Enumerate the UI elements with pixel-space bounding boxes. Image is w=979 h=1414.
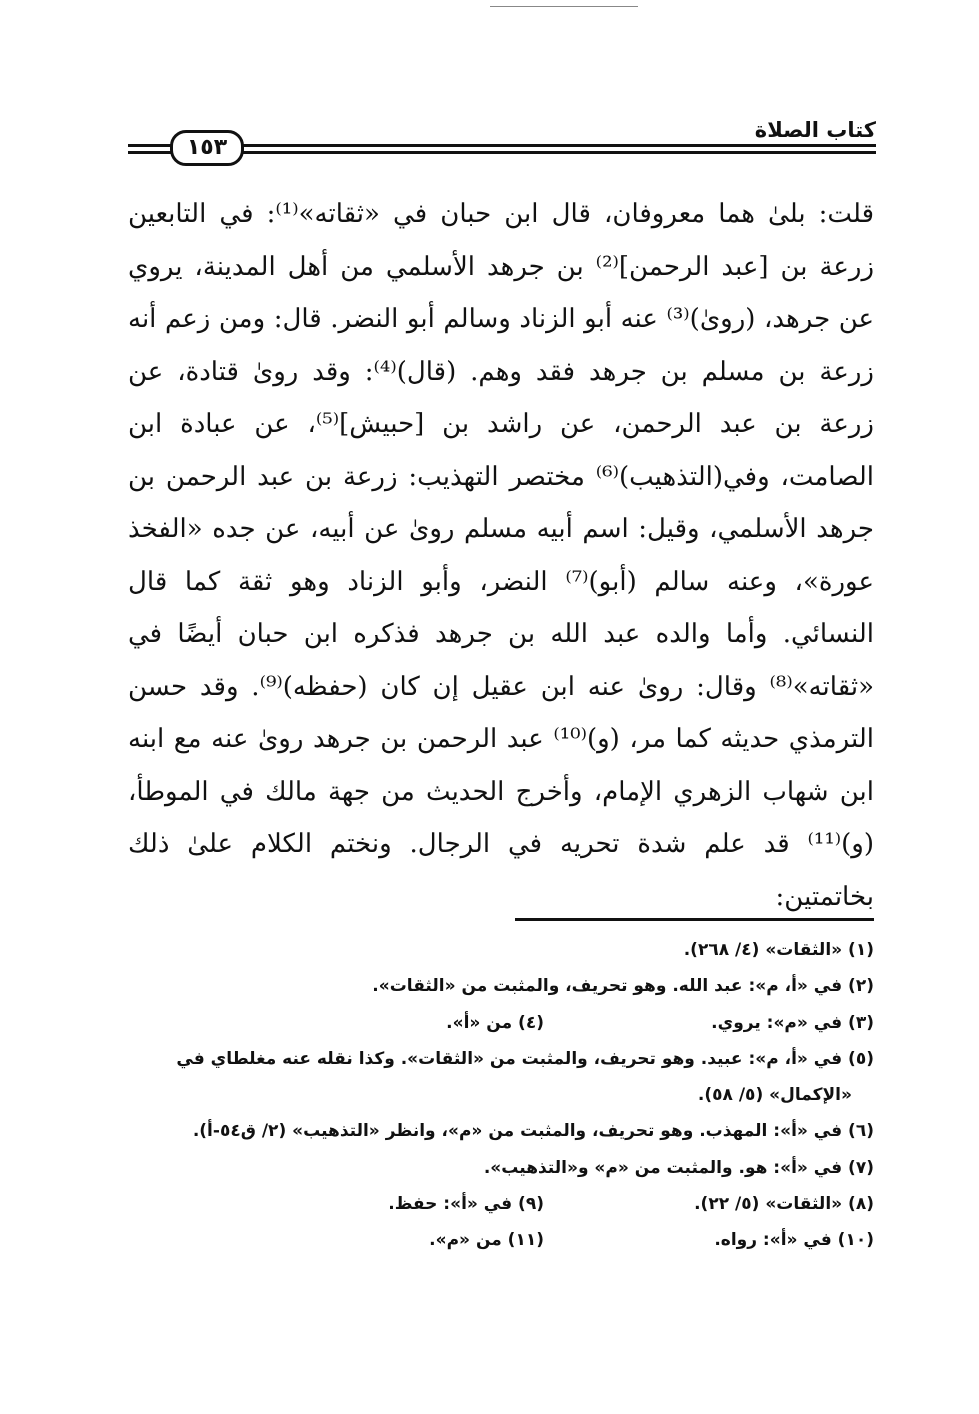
footnotes bbox=[128, 932, 874, 1259]
footnote-2: (٢) في «أ، م»: عبد الله. وهو تحريف، والمثبت من «الثقات». bbox=[372, 976, 874, 997]
page-header bbox=[128, 118, 876, 158]
footnote-row-10-11 bbox=[128, 1222, 874, 1258]
footnote-4: (٤) من «أ». bbox=[446, 1012, 544, 1033]
header-rule-left-bottom bbox=[128, 151, 172, 154]
footnote-separator bbox=[515, 918, 874, 921]
footnote-5: (٥) في «أ، م»: عبيد. وهو تحريف، والمثبت من «الثقات». وكذا نقله عنه مغلطاي في bbox=[176, 1048, 874, 1069]
top-edge-rule bbox=[490, 6, 638, 7]
header-rule-bottom bbox=[234, 151, 876, 154]
footnote-8: (٨) «الثقات» (٥/ ٢٢). bbox=[694, 1194, 874, 1215]
header-rule-left-top bbox=[128, 144, 172, 147]
footnote-row-8-9 bbox=[128, 1186, 874, 1222]
footnote-row-3-4 bbox=[128, 1005, 874, 1041]
footnote-11: (١١) من «م». bbox=[429, 1230, 544, 1251]
header-rule-top bbox=[234, 144, 876, 147]
main-text bbox=[128, 188, 874, 923]
footnote-7: (٧) في «أ»: هو. والمثبت من «م» و«التذهيب». bbox=[483, 1157, 874, 1178]
footnote-9: (٩) في «أ»: حفظ. bbox=[388, 1194, 544, 1215]
body-paragraph: قلت: بلىٰ هما معروفان، قال ابن حبان في «ثقاته»⁽¹⁾: في التابعين زرعة بن [عبد الرحمن]⁽²⁾ بن جرهد الأسلمي من أهل المدينة، يروي عن جرهد، (روىٰ)⁽³⁾ عنه أبو الزناد وسالم أبو النضر. قال: ومن زعم أنه زرعة بن مسلم بن جرهد فقد وهم. (قال)⁽⁴⁾: وقد روىٰ قتادة، عن زرعة بن عبد الرحمن، عن راشد بن [حبيش]⁽⁵⁾، عن عبادة ابن الصامت، وفي(التذهيب)⁽⁶⁾ مختصر التهذيب: زرعة بن عبد الرحمن بن جرهد الأسلمي، وقيل: اسم أبيه مسلم روىٰ عن أبيه، عن جده «الفخذ عورة»، وعنه سالم (أبو)⁽⁷⁾ النضر، وأبو الزناد وهو ثقة كما قال النسائي. وأما والده عبد الله بن جرهد فذكره ابن حبان أيضًا في «ثقاته»⁽⁸⁾ وقال: روىٰ عنه ابن عقيل إن كان (حفظه)⁽⁹⁾. وقد حسن الترمذي حديثه كما مر، (و)⁽¹⁰⁾ عبد الرحمن بن جرهد روىٰ عنه مع ابنه ابن شهاب الزهري الإمام، وأخرج الحديث من جهة مالك في الموطأ، (و)⁽¹¹⁾ قد علم شدة تحريه في الرجال. ونختم الكلام علىٰ ذلك بخاتمتين: bbox=[128, 199, 875, 912]
footnote-1: (١) «الثقات» (٤/ ٢٦٨). bbox=[683, 940, 874, 960]
footnote-6: (٦) في «أ»: المهذب. وهو تحريف، والمثبت من «م»، وانظر «التذهيب» (٢/ ق٥٤-أ). bbox=[192, 1121, 874, 1142]
footnote-10: (١٠) في «أ»: رواه. bbox=[714, 1230, 874, 1251]
footnote-3: (٣) في «م»: يروي. bbox=[711, 1012, 874, 1033]
footnote-5-continued: «الإكمال» (٥/ ٥٨). bbox=[697, 1085, 852, 1106]
page-number-badge: ١٥٣ bbox=[170, 130, 244, 166]
running-title: كتاب الصلاة bbox=[754, 118, 876, 142]
